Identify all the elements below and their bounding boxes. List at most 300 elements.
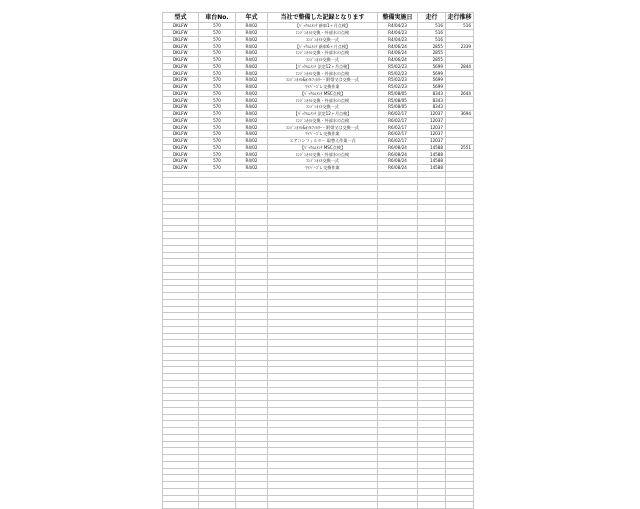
empty-cell [268, 313, 378, 320]
empty-cell [236, 259, 268, 266]
cell-service-date: R6/08/24 [378, 164, 418, 171]
empty-cell [199, 468, 236, 475]
cell-model: DKLFW [163, 110, 199, 117]
empty-cell [418, 286, 446, 293]
cell-mileage: 8343 [418, 97, 446, 104]
empty-cell [418, 306, 446, 313]
empty-cell [163, 225, 199, 232]
empty-cell [418, 279, 446, 286]
empty-cell [446, 232, 474, 239]
empty-cell [418, 488, 446, 495]
empty-cell [378, 232, 418, 239]
empty-cell [418, 347, 446, 354]
empty-cell [236, 279, 268, 286]
empty-row [163, 178, 474, 185]
empty-row [163, 212, 474, 219]
empty-cell [378, 441, 418, 448]
empty-cell [236, 360, 268, 367]
empty-cell [418, 293, 446, 300]
cell-chassis-no: 570 [199, 29, 236, 36]
cell-model: DKLFW [163, 23, 199, 30]
empty-cell [446, 455, 474, 462]
cell-mileage: 2855 [418, 43, 446, 50]
empty-cell [446, 380, 474, 387]
empty-cell [446, 191, 474, 198]
empty-cell [163, 347, 199, 354]
empty-cell [268, 171, 378, 178]
cell-mileage-change [446, 104, 474, 111]
empty-row [163, 394, 474, 401]
empty-cell [268, 468, 378, 475]
empty-cell [446, 326, 474, 333]
cell-chassis-no: 570 [199, 104, 236, 111]
empty-cell [236, 374, 268, 381]
cell-year: R4/02 [236, 137, 268, 144]
cell-service-date: R4/06/24 [378, 43, 418, 50]
empty-cell [268, 434, 378, 441]
empty-cell [446, 428, 474, 435]
empty-cell [268, 502, 378, 509]
empty-cell [446, 252, 474, 259]
empty-row [163, 502, 474, 509]
table-row [163, 70, 474, 77]
cell-chassis-no: 570 [199, 83, 236, 90]
empty-cell [236, 461, 268, 468]
empty-cell [163, 212, 199, 219]
empty-cell [418, 434, 446, 441]
empty-cell [378, 299, 418, 306]
empty-cell [378, 360, 418, 367]
empty-cell [163, 407, 199, 414]
table-row [163, 83, 474, 90]
cell-model: DKLFW [163, 77, 199, 84]
empty-cell [268, 286, 378, 293]
empty-cell [163, 205, 199, 212]
cell-service-date: R4/04/23 [378, 23, 418, 30]
empty-cell [199, 245, 236, 252]
cell-mileage: 5699 [418, 70, 446, 77]
empty-cell [163, 421, 199, 428]
empty-cell [236, 488, 268, 495]
cell-description: ｴﾝｼﾞﾝｵｲﾙ交換・外部水の点検 [268, 29, 378, 36]
cell-model: DKLFW [163, 124, 199, 131]
empty-cell [236, 468, 268, 475]
cell-model: DKLFW [163, 131, 199, 138]
empty-cell [418, 448, 446, 455]
empty-cell [268, 340, 378, 347]
empty-cell [236, 353, 268, 360]
empty-cell [236, 401, 268, 408]
empty-cell [418, 461, 446, 468]
empty-row [163, 205, 474, 212]
cell-model: DKLFW [163, 43, 199, 50]
empty-cell [163, 434, 199, 441]
cell-description: ｴﾝｼﾞﾝｵｲﾙ交換一式 [268, 36, 378, 43]
cell-mileage-change [446, 50, 474, 57]
cell-chassis-no: 570 [199, 151, 236, 158]
empty-cell [236, 414, 268, 421]
empty-cell [163, 218, 199, 225]
cell-mileage-change [446, 70, 474, 77]
empty-row [163, 333, 474, 340]
empty-cell [163, 252, 199, 259]
cell-description: ｴﾝｼﾞﾝｵｲﾙ交換一式 [268, 56, 378, 63]
empty-cell [446, 421, 474, 428]
empty-cell [378, 306, 418, 313]
empty-cell [236, 482, 268, 489]
empty-cell [378, 313, 418, 320]
empty-cell [378, 461, 418, 468]
cell-mileage-change [446, 158, 474, 165]
empty-cell [418, 171, 446, 178]
empty-cell [418, 374, 446, 381]
empty-cell [163, 245, 199, 252]
cell-description: ﾜｲﾊﾟｰｺﾞﾑ 交換作業 [268, 83, 378, 90]
empty-cell [268, 441, 378, 448]
empty-cell [199, 313, 236, 320]
empty-cell [418, 441, 446, 448]
empty-cell [418, 340, 446, 347]
empty-cell [236, 428, 268, 435]
empty-cell [199, 239, 236, 246]
cell-description: 【ﾊﾞｯｸﾙﾑﾒﾝﾃ 法定12ヶ月点検】 [268, 63, 378, 70]
empty-cell [418, 360, 446, 367]
empty-cell [236, 266, 268, 273]
cell-mileage-change [446, 131, 474, 138]
empty-cell [378, 488, 418, 495]
empty-cell [163, 441, 199, 448]
empty-row [163, 320, 474, 327]
empty-cell [418, 502, 446, 509]
cell-mileage: 12037 [418, 124, 446, 131]
cell-year: R4/02 [236, 50, 268, 57]
empty-cell [236, 205, 268, 212]
empty-cell [236, 340, 268, 347]
empty-cell [268, 185, 378, 192]
cell-year: R4/02 [236, 151, 268, 158]
empty-cell [378, 353, 418, 360]
cell-service-date: R6/02/17 [378, 117, 418, 124]
empty-row [163, 313, 474, 320]
empty-cell [236, 495, 268, 502]
empty-cell [378, 198, 418, 205]
empty-cell [446, 461, 474, 468]
empty-cell [378, 191, 418, 198]
empty-cell [236, 333, 268, 340]
empty-cell [268, 367, 378, 374]
empty-cell [446, 414, 474, 421]
cell-chassis-no: 570 [199, 43, 236, 50]
empty-cell [268, 394, 378, 401]
empty-cell [418, 225, 446, 232]
header-row [163, 13, 474, 23]
empty-cell [268, 279, 378, 286]
table-body [163, 23, 474, 509]
empty-row [163, 407, 474, 414]
cell-service-date: R5/08/05 [378, 97, 418, 104]
empty-cell [268, 293, 378, 300]
empty-cell [446, 185, 474, 192]
empty-cell [163, 171, 199, 178]
empty-cell [163, 475, 199, 482]
cell-year: R4/02 [236, 70, 268, 77]
empty-cell [236, 367, 268, 374]
empty-cell [378, 266, 418, 273]
empty-cell [378, 212, 418, 219]
empty-cell [236, 225, 268, 232]
cell-mileage: 5699 [418, 63, 446, 70]
empty-cell [418, 320, 446, 327]
empty-cell [199, 185, 236, 192]
empty-cell [418, 353, 446, 360]
cell-mileage-change [446, 56, 474, 63]
header-record-description: 当社で整備した記録となります [268, 13, 378, 23]
cell-description: ｴﾝｼﾞﾝｵｲﾙ交換・外部水の点検 [268, 97, 378, 104]
cell-chassis-no: 570 [199, 36, 236, 43]
empty-cell [418, 428, 446, 435]
table-row [163, 124, 474, 131]
empty-cell [418, 495, 446, 502]
cell-description: エアコンフィルター 取替え作業一式 [268, 137, 378, 144]
cell-model: DKLFW [163, 90, 199, 97]
empty-cell [199, 225, 236, 232]
cell-description: ｴﾝｼﾞﾝｵｲﾙ交換一式 [268, 158, 378, 165]
empty-cell [236, 455, 268, 462]
empty-cell [236, 232, 268, 239]
empty-cell [199, 394, 236, 401]
empty-cell [163, 461, 199, 468]
empty-cell [268, 461, 378, 468]
cell-service-date: R5/02/23 [378, 70, 418, 77]
empty-cell [446, 434, 474, 441]
table-row [163, 104, 474, 111]
empty-cell [199, 320, 236, 327]
empty-cell [378, 428, 418, 435]
empty-cell [236, 441, 268, 448]
empty-cell [236, 185, 268, 192]
empty-cell [268, 360, 378, 367]
empty-cell [268, 475, 378, 482]
empty-cell [199, 347, 236, 354]
table-row [163, 110, 474, 117]
empty-cell [268, 252, 378, 259]
empty-cell [199, 178, 236, 185]
cell-service-date: R5/08/05 [378, 90, 418, 97]
cell-year: R4/02 [236, 23, 268, 30]
empty-cell [199, 455, 236, 462]
empty-row [163, 441, 474, 448]
empty-cell [378, 320, 418, 327]
empty-cell [163, 340, 199, 347]
cell-description: 【ﾊﾞｯｸﾙﾑﾒﾝﾃ 新車6ヶ月点検】 [268, 43, 378, 50]
empty-cell [268, 374, 378, 381]
empty-cell [163, 272, 199, 279]
empty-cell [378, 171, 418, 178]
empty-cell [236, 326, 268, 333]
cell-year: R4/02 [236, 164, 268, 171]
table-row [163, 97, 474, 104]
cell-mileage: 516 [418, 29, 446, 36]
empty-cell [378, 374, 418, 381]
empty-cell [418, 313, 446, 320]
cell-service-date: R6/02/17 [378, 131, 418, 138]
empty-cell [418, 367, 446, 374]
empty-row [163, 232, 474, 239]
cell-mileage-change: 2644 [446, 90, 474, 97]
empty-cell [199, 191, 236, 198]
empty-cell [446, 475, 474, 482]
header-chassis-no: 車台No. [199, 13, 236, 23]
empty-cell [418, 394, 446, 401]
empty-cell [163, 401, 199, 408]
empty-cell [268, 482, 378, 489]
empty-cell [378, 394, 418, 401]
empty-cell [378, 401, 418, 408]
cell-mileage: 516 [418, 23, 446, 30]
cell-year: R4/02 [236, 77, 268, 84]
empty-row [163, 360, 474, 367]
cell-service-date: R6/08/24 [378, 144, 418, 151]
empty-cell [446, 448, 474, 455]
empty-cell [199, 387, 236, 394]
empty-cell [446, 171, 474, 178]
empty-cell [378, 185, 418, 192]
table-row [163, 43, 474, 50]
empty-cell [446, 374, 474, 381]
cell-service-date: R4/06/24 [378, 56, 418, 63]
empty-cell [418, 185, 446, 192]
empty-row [163, 306, 474, 313]
empty-cell [446, 299, 474, 306]
empty-cell [199, 252, 236, 259]
cell-model: DKLFW [163, 164, 199, 171]
empty-cell [378, 407, 418, 414]
empty-cell [378, 414, 418, 421]
table-row [163, 131, 474, 138]
empty-cell [378, 380, 418, 387]
empty-row [163, 448, 474, 455]
empty-cell [163, 502, 199, 509]
empty-cell [199, 333, 236, 340]
empty-cell [236, 191, 268, 198]
empty-cell [199, 205, 236, 212]
cell-mileage: 2855 [418, 56, 446, 63]
empty-cell [199, 218, 236, 225]
empty-row [163, 380, 474, 387]
cell-model: DKLFW [163, 144, 199, 151]
cell-mileage-change [446, 77, 474, 84]
cell-model: DKLFW [163, 70, 199, 77]
empty-cell [418, 198, 446, 205]
table-row [163, 90, 474, 97]
empty-row [163, 482, 474, 489]
empty-cell [163, 495, 199, 502]
empty-row [163, 340, 474, 347]
empty-row [163, 495, 474, 502]
empty-cell [199, 259, 236, 266]
empty-cell [378, 245, 418, 252]
cell-service-date: R4/04/23 [378, 36, 418, 43]
empty-cell [268, 212, 378, 219]
cell-chassis-no: 570 [199, 137, 236, 144]
empty-cell [163, 313, 199, 320]
empty-cell [163, 367, 199, 374]
empty-cell [268, 488, 378, 495]
cell-model: DKLFW [163, 158, 199, 165]
empty-cell [268, 205, 378, 212]
empty-cell [236, 212, 268, 219]
cell-chassis-no: 570 [199, 50, 236, 57]
cell-mileage-change [446, 36, 474, 43]
empty-cell [163, 293, 199, 300]
empty-cell [199, 367, 236, 374]
empty-cell [199, 441, 236, 448]
empty-cell [163, 239, 199, 246]
empty-cell [268, 239, 378, 246]
empty-cell [236, 380, 268, 387]
empty-cell [268, 455, 378, 462]
empty-row [163, 286, 474, 293]
header-service-date: 整備実施日 [378, 13, 418, 23]
empty-cell [268, 272, 378, 279]
empty-cell [418, 468, 446, 475]
empty-cell [378, 286, 418, 293]
cell-model: DKLFW [163, 97, 199, 104]
cell-chassis-no: 570 [199, 144, 236, 151]
empty-cell [378, 495, 418, 502]
empty-cell [163, 299, 199, 306]
empty-cell [418, 178, 446, 185]
empty-cell [378, 434, 418, 441]
cell-year: R4/02 [236, 29, 268, 36]
empty-cell [446, 313, 474, 320]
empty-cell [446, 320, 474, 327]
empty-cell [418, 218, 446, 225]
empty-cell [163, 326, 199, 333]
empty-cell [163, 232, 199, 239]
cell-year: R4/02 [236, 63, 268, 70]
empty-cell [446, 441, 474, 448]
empty-cell [378, 482, 418, 489]
empty-cell [163, 380, 199, 387]
empty-cell [199, 407, 236, 414]
empty-cell [446, 482, 474, 489]
empty-cell [163, 374, 199, 381]
table-row [163, 29, 474, 36]
empty-cell [236, 502, 268, 509]
empty-cell [199, 198, 236, 205]
empty-cell [268, 232, 378, 239]
empty-cell [418, 212, 446, 219]
cell-mileage-change [446, 83, 474, 90]
empty-cell [163, 482, 199, 489]
empty-row [163, 259, 474, 266]
cell-service-date: R6/02/17 [378, 124, 418, 131]
cell-year: R4/02 [236, 90, 268, 97]
cell-service-date: R6/02/17 [378, 110, 418, 117]
table-row [163, 36, 474, 43]
empty-row [163, 272, 474, 279]
empty-cell [268, 347, 378, 354]
empty-cell [418, 421, 446, 428]
cell-description: 【ﾊﾞｯｸﾙﾑﾒﾝﾃ 新車1ヶ月点検】 [268, 23, 378, 30]
empty-cell [446, 360, 474, 367]
empty-cell [378, 421, 418, 428]
empty-cell [236, 252, 268, 259]
cell-chassis-no: 570 [199, 77, 236, 84]
cell-chassis-no: 570 [199, 70, 236, 77]
cell-description: ｴﾝｼﾞﾝｵｲﾙ交換・外部水の点検 [268, 151, 378, 158]
